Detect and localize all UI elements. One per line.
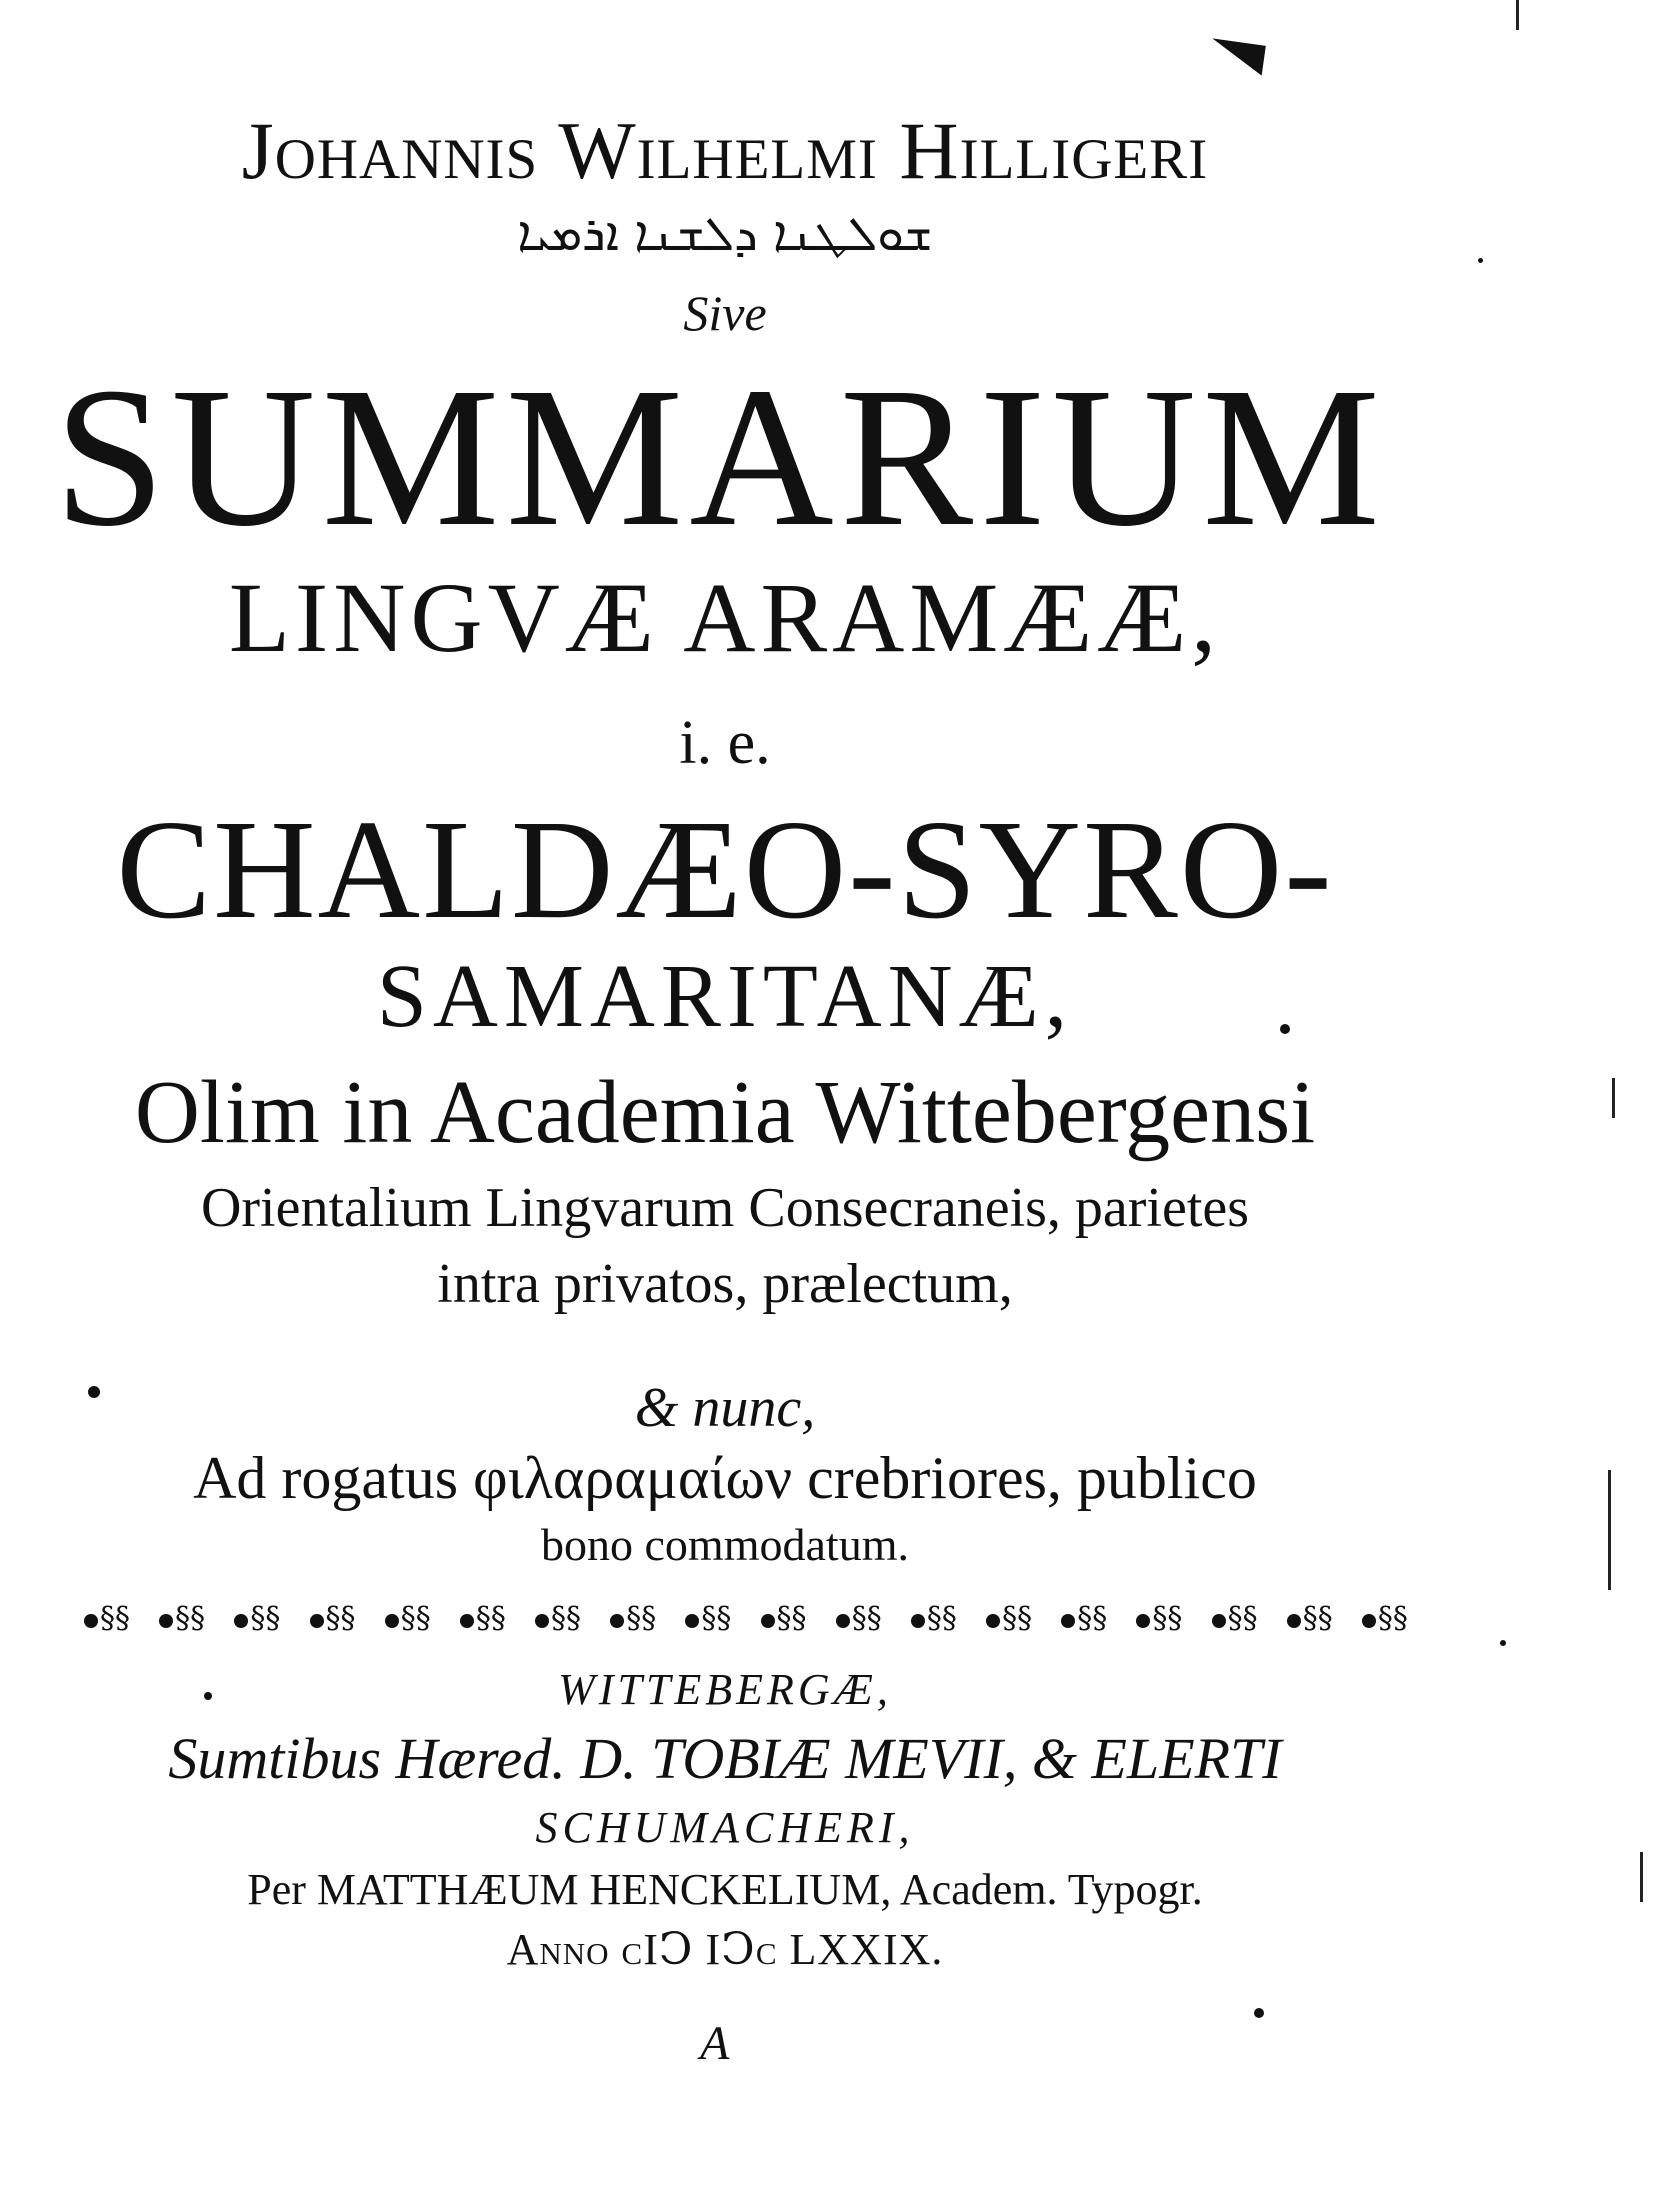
ornament-unit [832,1605,894,1635]
margin-edge-mark [1516,0,1519,30]
sive-line: Sive [683,285,767,341]
description-orientalium: Orientalium Lingvarum Consecraneis, parietes [200,1177,1250,1239]
ornament-unit [1057,1605,1119,1635]
imprint-printer: Per MATTHÆUM HENCKELIUM, Academ. Typogr. [247,1865,1203,1914]
imprint-year: Anno cIↃ IↃc LXXIX. [506,1925,944,1974]
imprint-publisher: SCHUMACHERI, [535,1803,915,1852]
ornament-unit [1208,1605,1270,1635]
ornament-unit [606,1605,668,1635]
description-bono: bono commodatum. [541,1519,909,1570]
description-intra: intra privatos, prælectum, [437,1253,1013,1315]
signature-mark: A [700,2017,730,2070]
ink-speck [1478,258,1483,263]
ink-speck [1280,1024,1290,1034]
ornament-unit [982,1605,1044,1635]
margin-edge-mark [1608,1470,1611,1590]
ornamental-rule [80,1600,1420,1640]
subtitle-lingvae: LINGVÆ ARAMÆÆ, [228,562,1222,673]
description-olim: Olim in Academia Wittebergensi [134,1063,1316,1162]
subtitle-chaldaeo-syro: CHALDÆO-SYRO- [116,790,1334,948]
imprint-place: WITTEBERGÆ, [558,1665,892,1714]
main-title: SUMMARIUM [53,347,1387,568]
ink-speck [88,1386,100,1398]
ink-speck [1500,1640,1506,1646]
ornament-unit [681,1605,743,1635]
ink-speck [1254,2008,1264,2018]
ornament-unit [155,1605,217,1635]
id-est-line: i. e. [679,709,771,777]
imprint-sumtibus: Sumtibus Hæred. D. TOBIÆ MEVII, & ELERTI [168,1726,1282,1791]
ornament-unit [456,1605,518,1635]
ornament-unit [757,1605,819,1635]
margin-edge-mark [1640,1852,1643,1902]
author-line: Johannis Wilhelmi Hilligeri [241,105,1209,196]
margin-edge-mark [1612,1078,1615,1118]
ornament-unit [381,1605,443,1635]
ornament-unit [230,1605,292,1635]
ornament-unit [1283,1605,1345,1635]
description-ad-rogatus: Ad rogatus φιλαραμαίων crebriores, publico [193,1445,1257,1511]
ornament-unit [306,1605,368,1635]
subtitle-samaritanae: SAMARITANÆ, [376,947,1074,1046]
et-nunc-line: & nunc, [634,1377,816,1439]
syriac-title-line: ܫܘܠܛܢܐ ܕܠܫܢܐ ܐܪܡܝܐ [517,206,933,262]
ornament-unit [1132,1605,1194,1635]
ornament-unit [531,1605,593,1635]
ornament-unit [907,1605,969,1635]
ornament-unit [80,1605,142,1635]
ornament-unit [1358,1605,1420,1635]
ink-blot-mark [1208,38,1266,75]
ink-speck [204,1692,212,1700]
